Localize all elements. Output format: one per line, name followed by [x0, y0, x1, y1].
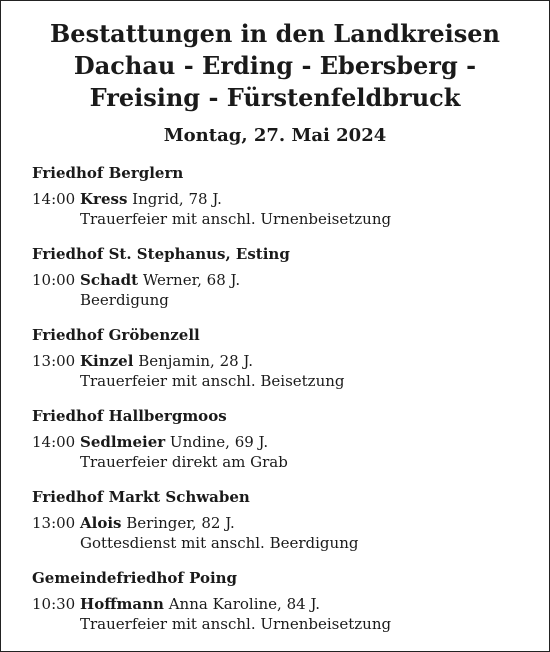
cemetery-name: Friedhof Berglern	[32, 164, 184, 182]
funeral-entry	[32, 487, 532, 553]
entry-time: 10:00	[32, 271, 76, 289]
date-heading: Montag, 27. Mai 2024	[163, 125, 387, 146]
entry-ceremony: Beerdigung	[80, 291, 169, 309]
entry-given-name-age: Werner, 68 J.	[142, 271, 241, 289]
entry-given-name-age: Ingrid, 78 J.	[132, 190, 222, 208]
entry-ceremony: Trauerfeier mit anschl. Urnenbeisetzung	[80, 615, 392, 633]
title-line-3: Freising - Fürstenfeldbruck	[89, 83, 461, 112]
entry-surname: Alois	[80, 514, 122, 532]
entry-time: 10:30	[32, 595, 76, 613]
entry-ceremony: Trauerfeier mit anschl. Beisetzung	[80, 372, 345, 390]
entry-line	[32, 432, 532, 452]
title-line-1: Bestattungen in den Landkreisen	[50, 19, 500, 48]
entry-given-name-age: Beringer, 82 J.	[126, 514, 235, 532]
cemetery-name: Friedhof Hallbergmoos	[32, 407, 227, 425]
cemetery-name: Gemeindefriedhof Poing	[32, 569, 238, 587]
entry-time: 13:00	[32, 514, 76, 532]
entry-ceremony: Gottesdienst mit anschl. Beerdigung	[80, 534, 359, 552]
entry-time: 14:00	[32, 433, 76, 451]
entry-time: 13:00	[32, 352, 76, 370]
entry-given-name-age: Anna Karoline, 84 J.	[168, 595, 321, 613]
entry-ceremony: Trauerfeier mit anschl. Urnenbeisetzung	[80, 210, 392, 228]
entry-surname: Schadt	[80, 271, 139, 289]
entry-ceremony: Trauerfeier direkt am Grab	[80, 453, 288, 471]
entry-line	[32, 270, 532, 290]
cemetery-name: Friedhof St. Stephanus, Esting	[32, 245, 290, 263]
page-title	[0, 18, 550, 114]
entry-time: 14:00	[32, 190, 76, 208]
entry-line	[32, 594, 532, 614]
funeral-entry	[32, 163, 532, 229]
entry-surname: Hoffmann	[80, 595, 164, 613]
entry-line	[32, 513, 532, 533]
entry-given-name-age: Benjamin, 28 J.	[138, 352, 254, 370]
entry-surname: Sedlmeier	[80, 433, 166, 451]
entry-surname: Kress	[80, 190, 128, 208]
cemetery-name: Friedhof Gröbenzell	[32, 326, 200, 344]
entry-surname: Kinzel	[80, 352, 134, 370]
title-line-2: Dachau - Erding - Ebersberg -	[73, 51, 477, 80]
funeral-entry	[32, 406, 532, 472]
entry-given-name-age: Undine, 69 J.	[169, 433, 269, 451]
entry-line	[32, 351, 532, 371]
funeral-entry	[32, 325, 532, 391]
funeral-entry	[32, 568, 532, 634]
funeral-entry	[32, 244, 532, 310]
entry-line	[32, 189, 532, 209]
cemetery-name: Friedhof Markt Schwaben	[32, 488, 250, 506]
